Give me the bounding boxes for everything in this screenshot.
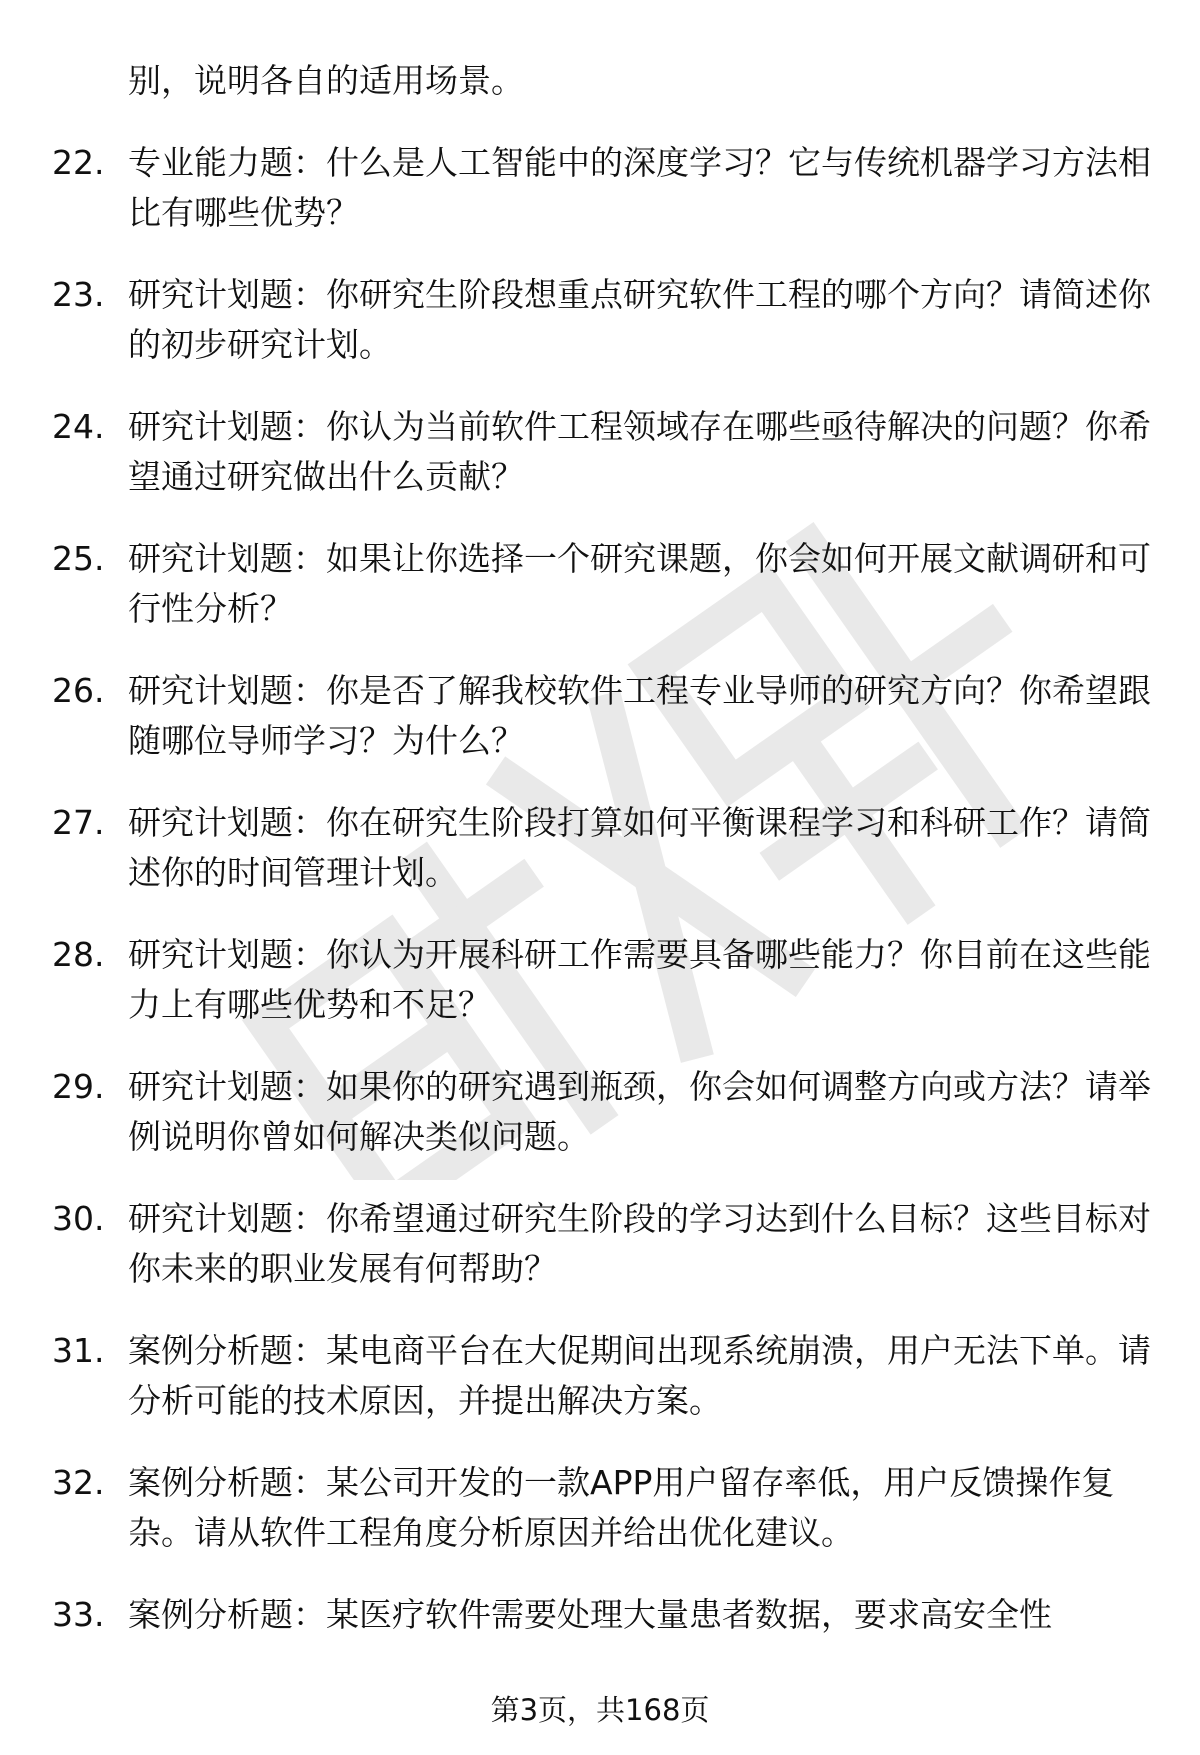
question-number: 26. xyxy=(52,671,105,710)
page-footer: 第3页，共168页 xyxy=(490,1693,710,1727)
list-item xyxy=(52,270,1152,370)
list-item xyxy=(52,1194,1152,1294)
list-item xyxy=(52,1062,1152,1162)
list-item xyxy=(52,402,1152,502)
list-item xyxy=(52,930,1152,1030)
question-text: 案例分析题：某电商平台在大促期间出现系统崩溃，用户无法下单。请分析可能的技术原因，并提出解决方案。 xyxy=(128,1331,1151,1420)
question-number: 27. xyxy=(52,803,105,842)
question-text: 专业能力题：什么是人工智能中的深度学习？它与传统机器学习方法相比有哪些优势？ xyxy=(128,143,1151,232)
question-text: 研究计划题：你认为当前软件工程领域存在哪些亟待解决的问题？你希望通过研究做出什么贡献？ xyxy=(128,407,1151,496)
question-list xyxy=(52,56,1152,1672)
list-item xyxy=(52,138,1152,238)
list-item xyxy=(52,1458,1152,1558)
question-number: 29. xyxy=(52,1067,105,1106)
question-number: 24. xyxy=(52,407,105,446)
question-text: 研究计划题：你希望通过研究生阶段的学习达到什么目标？这些目标对你未来的职业发展有何帮助？ xyxy=(128,1199,1151,1288)
question-number: 22. xyxy=(52,143,105,182)
question-text: 研究计划题：你在研究生阶段打算如何平衡课程学习和科研工作？请简述你的时间管理计划。 xyxy=(128,803,1151,892)
question-text: 研究计划题：如果让你选择一个研究课题，你会如何开展文献调研和可行性分析？ xyxy=(128,539,1151,628)
question-text: 研究计划题：你研究生阶段想重点研究软件工程的哪个方向？请简述你的初步研究计划。 xyxy=(128,275,1151,364)
list-item xyxy=(52,666,1152,766)
list-item xyxy=(52,798,1152,898)
question-number: 30. xyxy=(52,1199,105,1238)
question-text: 研究计划题：你是否了解我校软件工程专业导师的研究方向？你希望跟随哪位导师学习？为什么？ xyxy=(128,671,1151,760)
question-number: 28. xyxy=(52,935,105,974)
question-number: 25. xyxy=(52,539,105,578)
list-item xyxy=(52,1590,1152,1640)
question-text: 研究计划题：如果你的研究遇到瓶颈，你会如何调整方向或方法？请举例说明你曾如何解决类似问题。 xyxy=(128,1067,1151,1156)
question-text: 案例分析题：某医疗软件需要处理大量患者数据，要求高安全性 xyxy=(128,1595,1052,1634)
list-item xyxy=(52,1326,1152,1426)
question-text: 案例分析题：某公司开发的一款APP用户留存率低，用户反馈操作复杂。请从软件工程角度分析原因并给出优化建议。 xyxy=(128,1463,1115,1552)
question-number: 32. xyxy=(52,1463,105,1502)
continuation-text: 别，说明各自的适用场景。 xyxy=(128,61,524,100)
list-item xyxy=(52,534,1152,634)
question-number: 31. xyxy=(52,1331,105,1370)
question-number: 33. xyxy=(52,1595,105,1634)
question-text: 研究计划题：你认为开展科研工作需要具备哪些能力？你目前在这些能力上有哪些优势和不足？ xyxy=(128,935,1151,1024)
question-number: 23. xyxy=(52,275,105,314)
